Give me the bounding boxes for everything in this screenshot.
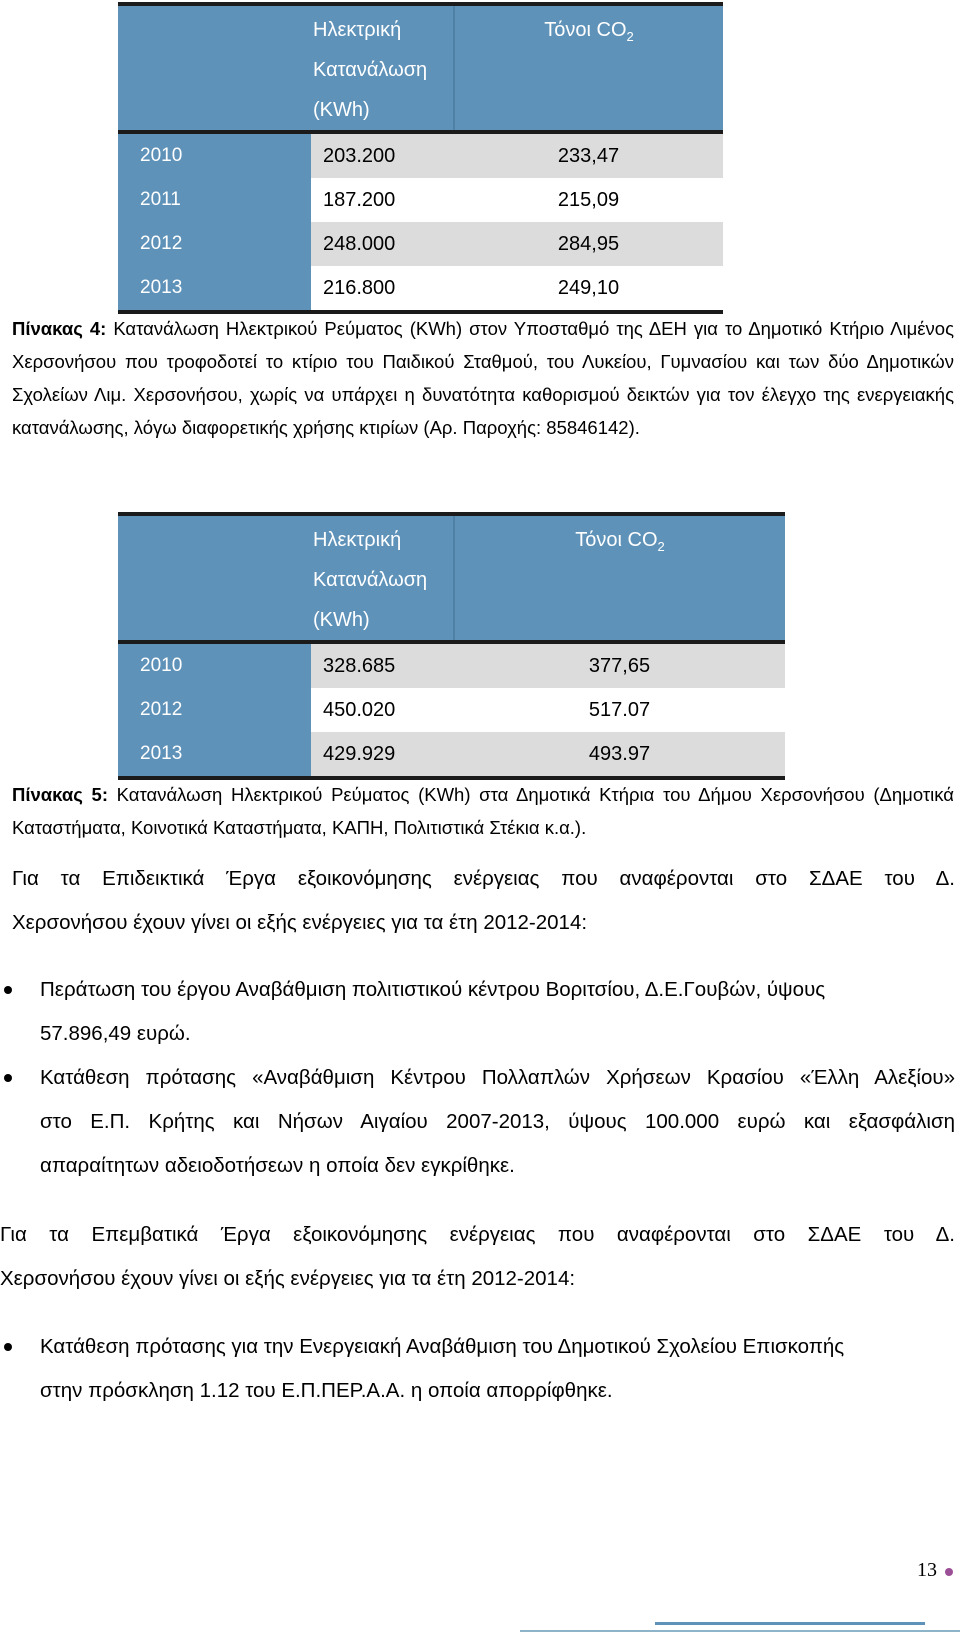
year-cell: 2010 xyxy=(118,642,311,688)
table-row xyxy=(118,642,785,688)
footer-dot-icon xyxy=(945,1568,953,1576)
co2-cell: 493.97 xyxy=(454,732,785,778)
kwh-cell: 187.200 xyxy=(311,178,454,222)
co2-cell: 377,65 xyxy=(454,642,785,688)
table-row xyxy=(118,132,723,178)
intro-line: Για τα Επιδεικτικά Έργα εξοικονόμησης ενέργειας που αναφέρονται στο ΣΔΑΕ του Δ. xyxy=(12,867,955,890)
caption-label: Πίνακας 4: xyxy=(12,318,107,339)
year-cell: 2013 xyxy=(118,266,311,312)
co2-cell: 284,95 xyxy=(454,222,723,266)
list-item-text: Κατάθεση πρότασης για την Ενεργειακή Αναβάθμιση του Δημοτικού Σχολείου Επισκοπής xyxy=(40,1335,845,1358)
header-co2-text: Τόνοι CO xyxy=(575,529,658,551)
list-item-text: Περάτωση του έργου Αναβάθμιση πολιτιστικού κέντρου Βοριτσίου, Δ.Ε.Γουβών, ύψους xyxy=(40,978,826,1001)
table-4-caption xyxy=(12,312,954,444)
list-item-text: στο Ε.Π. Κρήτης και Νήσων Αιγαίου 2007-2013, ύψους 100.000 ευρώ και εξασφάλιση xyxy=(40,1110,955,1133)
co2-cell: 233,47 xyxy=(454,132,723,178)
kwh-cell: 450.020 xyxy=(311,688,454,732)
co2-cell: 249,10 xyxy=(454,266,723,312)
header-co2-sub: 2 xyxy=(626,29,634,44)
kwh-cell: 429.929 xyxy=(311,732,454,778)
intro-line: Για τα Επεμβατικά Έργα εξοικονόμησης ενέργειας που αναφέρονται στο ΣΔΑΕ του Δ. xyxy=(0,1223,955,1246)
year-cell: 2012 xyxy=(118,688,311,732)
header-consumption-line: Ηλεκτρική xyxy=(313,529,402,551)
header-empty-cell xyxy=(118,4,311,132)
caption-text: Κατανάλωση Ηλεκτρικού Ρεύματος (KWh) στον Υποσταθμό της ΔΕΗ για το Δημοτικό Κτήριο Λιμένος Χερσονήσου που τροφοδοτεί το κτίριο του Παιδικού Σταθμού, του Λυκείου, Γυμνασίου και των δύο Δημοτικών Σχολείων Λιμ. Χερσονήσου, χωρίς να υπάρχει η δυνατότητα καθορισμού δεικτών για τον έλεγχο της ενεργειακής κατανάλωσης, λόγω διαφορετικής χρήσης κτιρίων (Αρ. Παροχής: 85846142). xyxy=(12,318,954,438)
co2-cell: 215,09 xyxy=(454,178,723,222)
footer-rule xyxy=(655,1622,925,1625)
list-item-text: Κατάθεση πρότασης «Αναβάθμιση Κέντρου Πολλαπλών Χρήσεων Κρασίου «Έλλη Αλεξίου» xyxy=(40,1066,955,1089)
year-cell: 2011 xyxy=(118,178,311,222)
header-co2 xyxy=(454,514,785,642)
table-row xyxy=(118,732,785,778)
year-cell: 2012 xyxy=(118,222,311,266)
footer-rule xyxy=(520,1630,960,1632)
year-cell: 2010 xyxy=(118,132,311,178)
kwh-cell: 248.000 xyxy=(311,222,454,266)
year-cell: 2013 xyxy=(118,732,311,778)
bullet-icon xyxy=(4,986,12,994)
header-consumption-line: (KWh) xyxy=(313,99,370,121)
table-row xyxy=(118,688,785,732)
table-5 xyxy=(118,512,785,780)
table-row xyxy=(118,178,723,222)
section-1-intro xyxy=(12,857,955,945)
caption-text: Κατανάλωση Ηλεκτρικού Ρεύματος (KWh) στα Δημοτικά Κτήρια του Δήμου Χερσονήσου (Δημοτικά Καταστήματα, Κοινοτικά Καταστήματα, ΚΑΠΗ, Πολιτιστικά Στέκια κ.α.). xyxy=(12,784,954,838)
header-consumption-line: (KWh) xyxy=(313,609,370,631)
table-4 xyxy=(118,2,723,314)
intro-line: Χερσονήσου έχουν γίνει οι εξής ενέργειες για τα έτη 2012-2014: xyxy=(12,911,588,934)
page-number: 13 xyxy=(917,1559,937,1581)
list-item-text: στην πρόσκληση 1.12 του Ε.Π.ΠΕΡ.Α.Α. η οποία απορρίφθηκε. xyxy=(40,1379,613,1402)
header-consumption xyxy=(311,514,454,642)
header-consumption-line: Ηλεκτρική xyxy=(313,19,402,41)
table-row xyxy=(118,266,723,312)
header-consumption-line: Κατανάλωση xyxy=(313,569,428,591)
list-item-text: 57.896,49 ευρώ. xyxy=(40,1022,191,1045)
kwh-cell: 216.800 xyxy=(311,266,454,312)
table-header-row xyxy=(118,4,723,132)
caption-label: Πίνακας 5: xyxy=(12,784,108,805)
co2-cell: 517.07 xyxy=(454,688,785,732)
header-empty-cell xyxy=(118,514,311,642)
table-header-row xyxy=(118,514,785,642)
bullet-icon xyxy=(4,1343,12,1351)
header-consumption xyxy=(311,4,454,132)
list-item-text: απαραίτητων αδειοδοτήσεων η οποία δεν εγκρίθηκε. xyxy=(40,1154,515,1177)
intro-line: Χερσονήσου έχουν γίνει οι εξής ενέργειες για τα έτη 2012-2014: xyxy=(0,1267,576,1290)
kwh-cell: 203.200 xyxy=(311,132,454,178)
header-co2-text: Τόνοι CO xyxy=(544,19,627,41)
header-co2 xyxy=(454,4,723,132)
table-row xyxy=(118,222,723,266)
kwh-cell: 328.685 xyxy=(311,642,454,688)
table-5-caption xyxy=(12,778,954,844)
header-consumption-line: Κατανάλωση xyxy=(313,59,428,81)
section-2-intro xyxy=(0,1213,955,1301)
header-co2-sub: 2 xyxy=(657,539,665,554)
bullet-icon xyxy=(4,1074,12,1082)
